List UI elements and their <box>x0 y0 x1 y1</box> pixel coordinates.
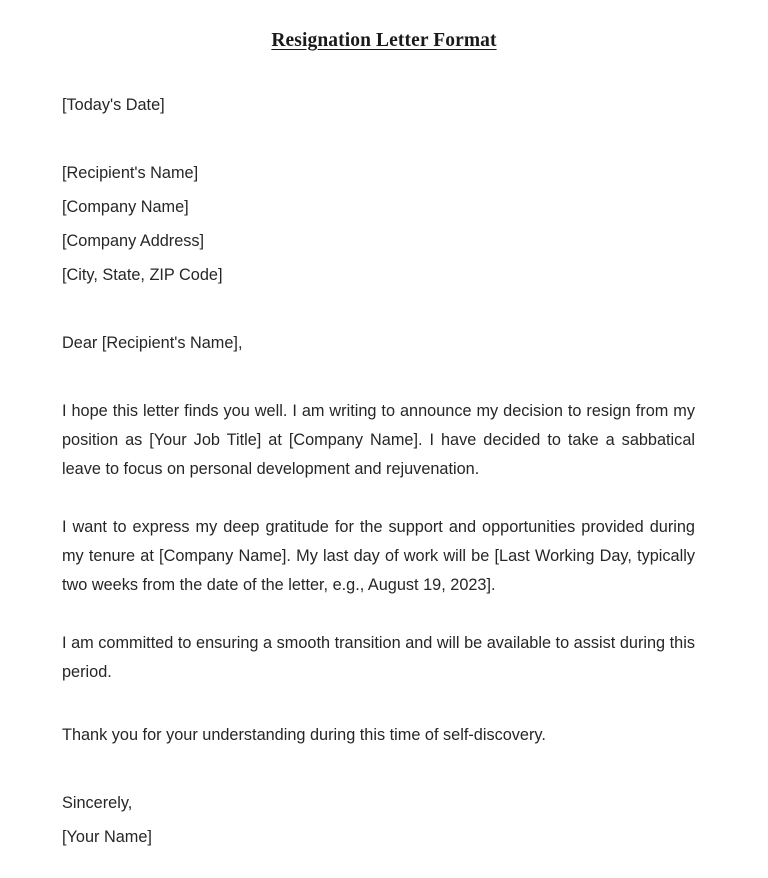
body-paragraph-4: Thank you for your understanding during this time of self-discovery. <box>62 726 546 744</box>
company-address-line: [Company Address] <box>62 232 205 250</box>
signature-name-line: [Your Name] <box>62 828 152 846</box>
city-state-zip-line: [City, State, ZIP Code] <box>62 266 223 284</box>
body-paragraph-1: I hope this letter finds you well. I am writing to announce my decision to resign from my position as [Your Job Title] at [Company Name]. I have decided to take a sabbatical leave to focus on personal development and rejuvenation. <box>62 402 695 478</box>
page-title: Resignation Letter Format <box>271 30 497 51</box>
salutation: Dear [Recipient's Name], <box>62 334 243 352</box>
company-name-line: [Company Name] <box>62 198 189 216</box>
body-paragraph-2: I want to express my deep gratitude for the support and opportunities provided during my tenure at [Company Name]. My last day of work will be [Last Working Day, typically two weeks from the date of the letter, e.g., August 19, 2023]. <box>62 518 695 594</box>
date-line: [Today's Date] <box>62 96 165 114</box>
closing-line: Sincerely, <box>62 794 133 812</box>
recipient-name-line: [Recipient's Name] <box>62 164 199 182</box>
body-paragraph-3: I am committed to ensuring a smooth transition and will be available to assist during this period. <box>62 634 695 681</box>
